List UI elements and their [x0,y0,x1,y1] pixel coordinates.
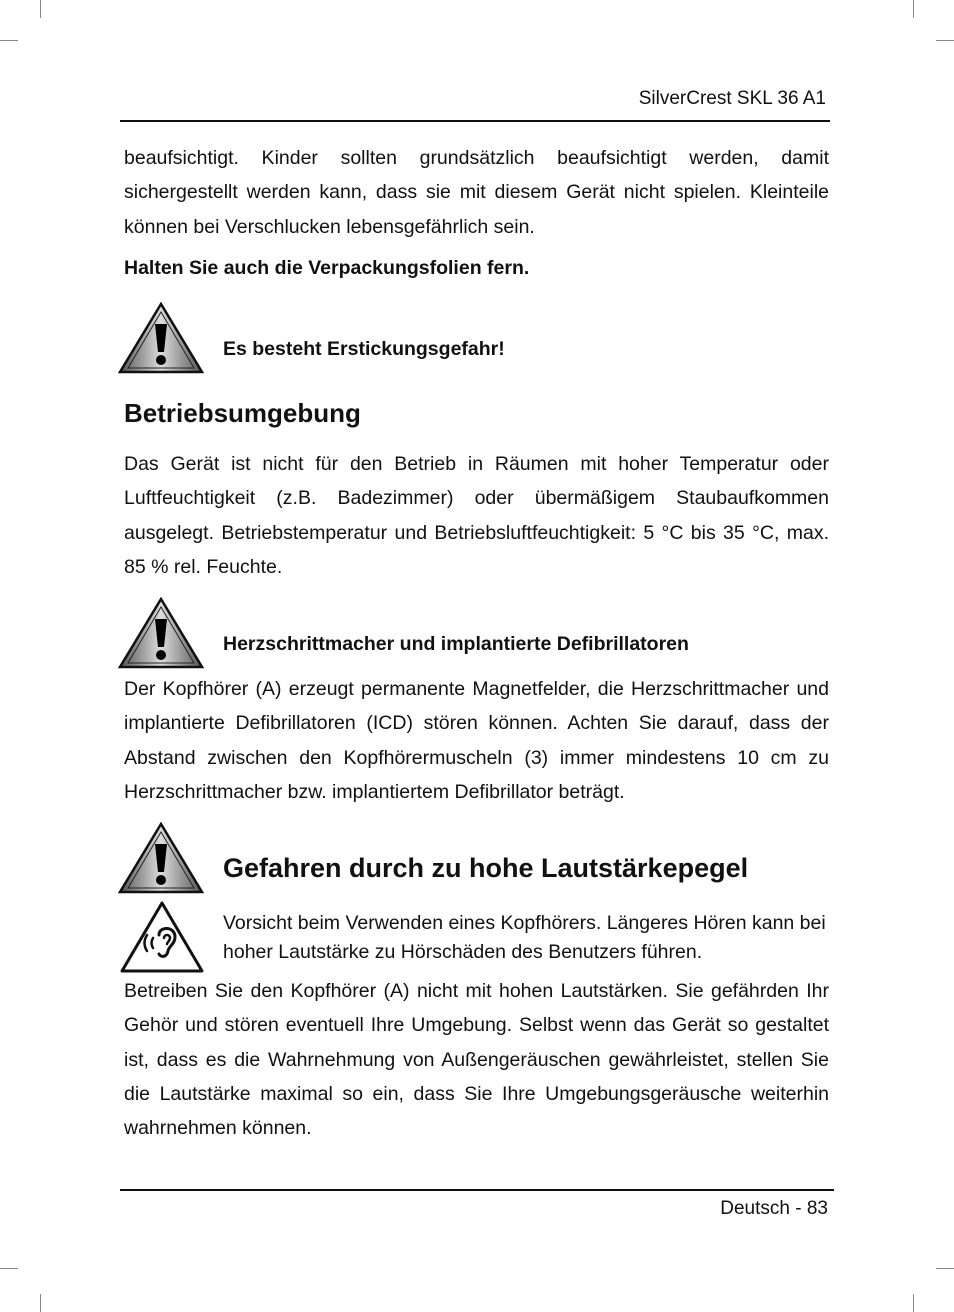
warning-text-pacemaker: Herzschrittmacher und implantierte Defibrillatoren [223,633,689,655]
herz-paragraph: Der Kopfhörer (A) erzeugt permanente Magnetfelder, die Herzschrittmacher und implantierte Defibrillatoren (ICD) stören können. Achten Sie darauf, dass der Abstand zwischen den Kopfhörermuscheln (3) immer mindestens 10 cm zu Herzschrittmacher bzw. implantiertem Defibrillator beträgt. [124,678,829,803]
vorsicht-paragraph: Vorsicht beim Verwenden eines Kopfhörers. Längeres Hören kann bei hoher Lautstärke zu Hörschäden des Benutzers führen. [223,912,826,963]
crop-mark [0,40,18,41]
page-number: Deutsch - 83 [720,1198,828,1219]
intro-paragraph: beaufsichtigt. Kinder sollten grundsätzlich beaufsichtigt werden, damit sichergestellt werden kann, dass sie mit diesem Gerät nicht spielen. Kleinteile können bei Verschlucken lebensgefährlich sein. [124,147,829,238]
crop-mark [936,1268,954,1269]
warning-triangle-icon [118,822,204,894]
betreiben-paragraph: Betreiben Sie den Kopfhörer (A) nicht mit hohen Lautstärken. Sie gefährden Ihr Gehör und stören eventuell Ihre Umgebung. Selbst wenn das Gerät so gestaltet ist, dass es die Wahrnehmung von Außengeräuschen gewährleistet, stellen Sie die Lautstärke maximal so ein, dass Sie Ihre Umgebungsgeräusche weiterhin wahrnehmen können. [124,980,829,1140]
crop-mark [913,1294,914,1312]
crop-mark [913,0,914,18]
betrieb-paragraph: Das Gerät ist nicht für den Betrieb in Räumen mit hoher Temperatur oder Luftfeuchtigkeit (z.B. Badezimmer) oder übermäßigem Staubaufkommen ausgelegt. Betriebstemperatur und Betriebsluftfeuchtigkeit: 5 °C bis 35 °C, max. 85 % rel. Feuchte. [124,453,829,578]
crop-mark [936,40,954,41]
crop-mark [0,1268,18,1269]
packaging-note: Halten Sie auch die Verpackungsfolien fern. [124,257,530,279]
warning-triangle-icon [118,597,204,669]
header-rule [120,120,830,122]
hearing-damage-icon [119,900,205,974]
warning-triangle-icon [118,302,204,374]
header-title: SilverCrest SKL 36 A1 [638,88,826,109]
footer-rule [120,1189,834,1191]
warning-text-suffocation: Es besteht Erstickungsgefahr! [223,338,505,360]
heading-betriebsumgebung: Betriebsumgebung [124,398,361,428]
heading-lautstaerke: Gefahren durch zu hohe Lautstärkepegel [223,853,749,883]
crop-mark [40,1294,41,1312]
crop-mark [40,0,41,18]
